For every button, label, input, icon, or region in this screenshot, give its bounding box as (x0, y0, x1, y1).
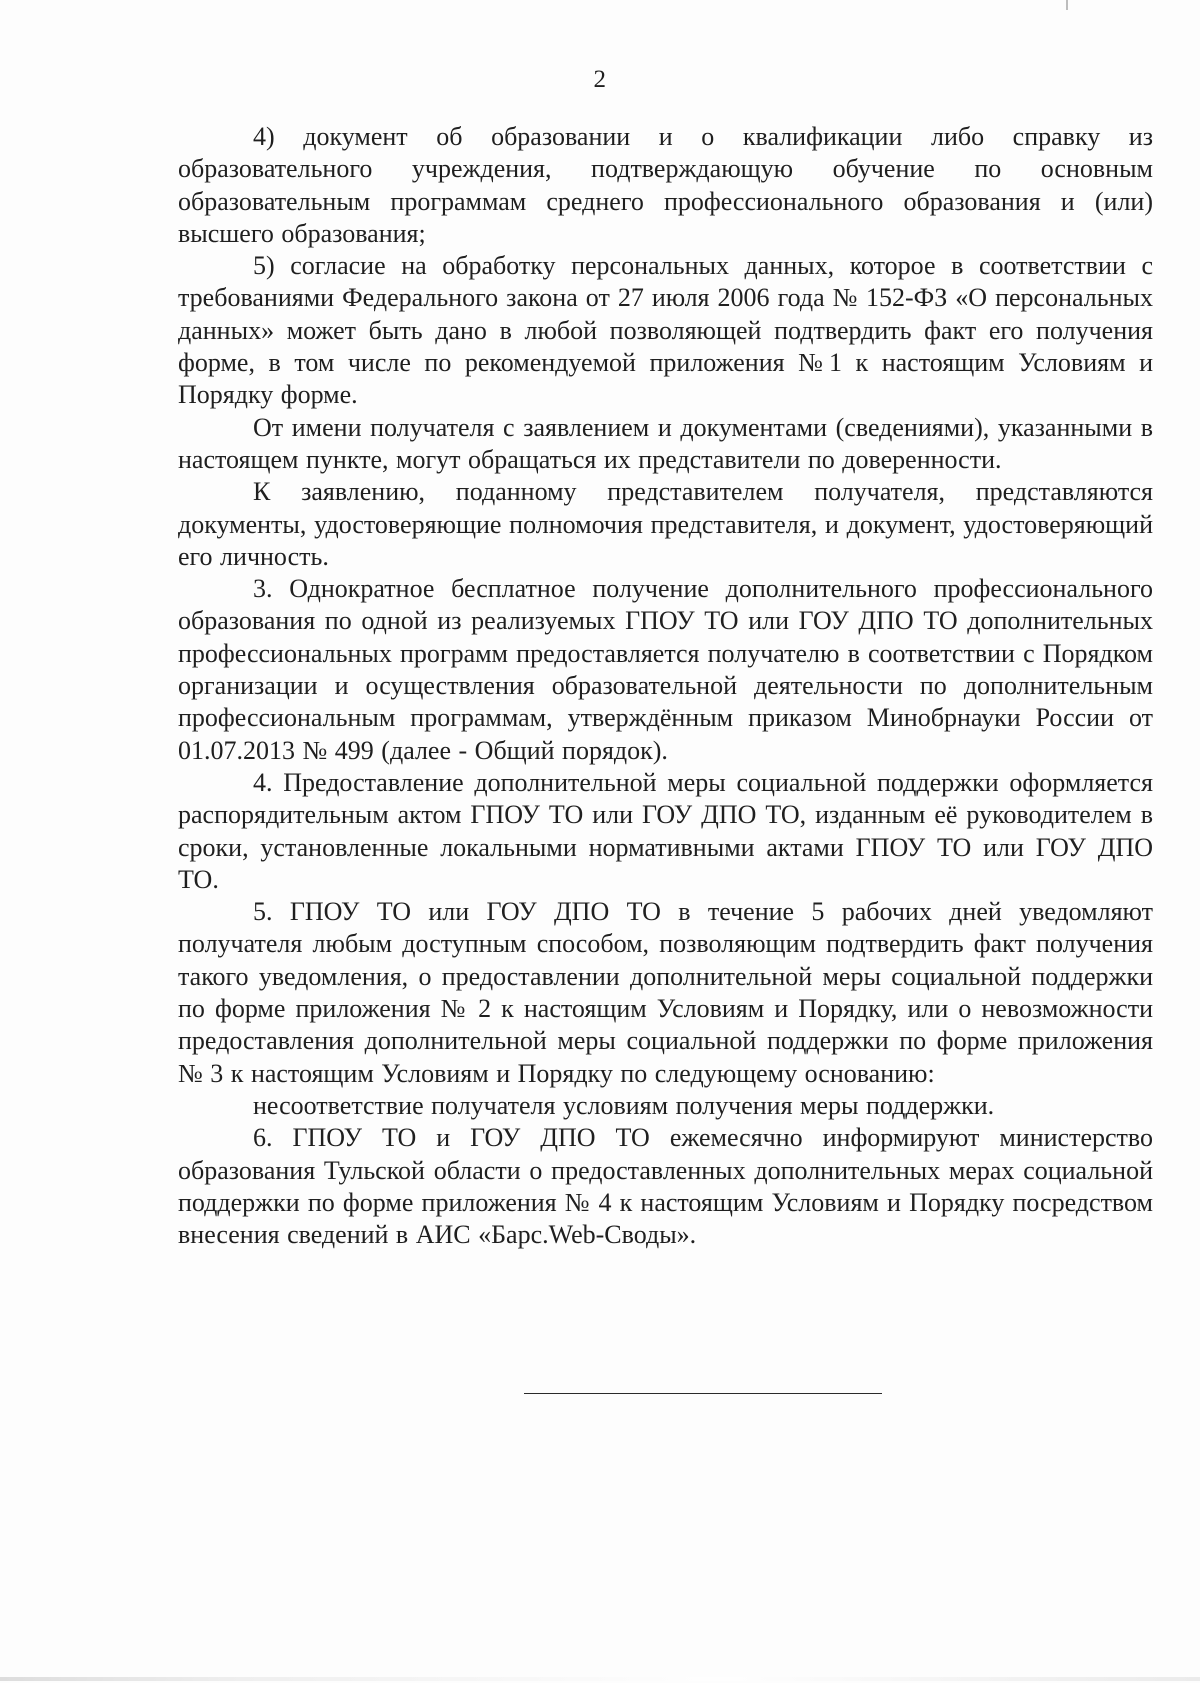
paragraph-refusal-reason: несоответствие получателя условиям получения меры поддержки. (253, 1090, 995, 1120)
document-body (178, 121, 1153, 1251)
scan-edge (0, 1677, 1200, 1681)
paragraph-representatives: От имени получателя с заявлением и документами (сведениями), указанными в настоящем пункте, могут обращаться их представители по доверенности. (178, 412, 1153, 474)
paragraph-item-4-document: 4) документ об образовании и о квалификации либо справку из образовательного учреждения, подтверждающую обучение по основным образовательным программам среднего профессионального образования и (или) высшего образования; (178, 122, 1153, 248)
paragraph-clause-3: 3. Однократное бесплатное получение дополнительного профессионального образования по одной из реализуемых ГПОУ ТО или ГОУ ДПО ТО дополнительных профессиональных программ предоставляется получателю в соответствии с Порядком организации и осуществления образовательной деятельности по дополнительным профессиональным программам, утверждённым приказом Минобрнауки России от 01.07.2013 № 499 (далее - Общий порядок). (178, 574, 1153, 765)
paragraph-clause-4: 4. Предоставление дополнительной меры социальной поддержки оформляется распорядительным актом ГПОУ ТО или ГОУ ДПО ТО, изданным её руководителем в сроки, установленные локальными нормативными актами ГПОУ ТО или ГОУ ДПО ТО. (178, 767, 1153, 894)
paragraph-clause-6: 6. ГПОУ ТО и ГОУ ДПО ТО ежемесячно информируют министерство образования Тульской области о предоставленных дополнительных мерах социальной поддержки по форме приложения № 4 к настоящим Условиям и Порядку посредством внесения сведений в АИС «Барс.Web-Своды». (178, 1123, 1153, 1250)
end-divider-line (524, 1393, 882, 1394)
paragraph-item-5-consent: 5) согласие на обработку персональных данных, которое в соответствии с требованиями Федерального закона от 27 июля 2006 года № 152-ФЗ «О персональных данных» может быть дано в любой позволяющей подтвердить факт его получения форме, в том числе по рекомендуемой приложения №1 к настоящим Условиям и Порядку форме. (178, 251, 1153, 410)
page-number: 2 (593, 66, 607, 93)
paragraph-representative-documents: К заявлению, поданному представителем получателя, представляются документы, удостоверяющие полномочия представителя, и документ, удостоверяющий его личность. (178, 477, 1153, 571)
scan-mark (1066, 0, 1068, 10)
paragraph-clause-5: 5. ГПОУ ТО или ГОУ ДПО ТО в течение 5 рабочих дней уведомляют получателя любым доступным способом, позволяющим подтвердить факт получения такого уведомления, о предоставлении дополнительной меры социальной поддержки по форме приложения № 2 к настоящим Условиям и Порядку, или о невозможности предоставления дополнительной меры социальной поддержки по форме приложения № 3 к настоящим Условиям и Порядку по следующему основанию: (178, 897, 1153, 1088)
